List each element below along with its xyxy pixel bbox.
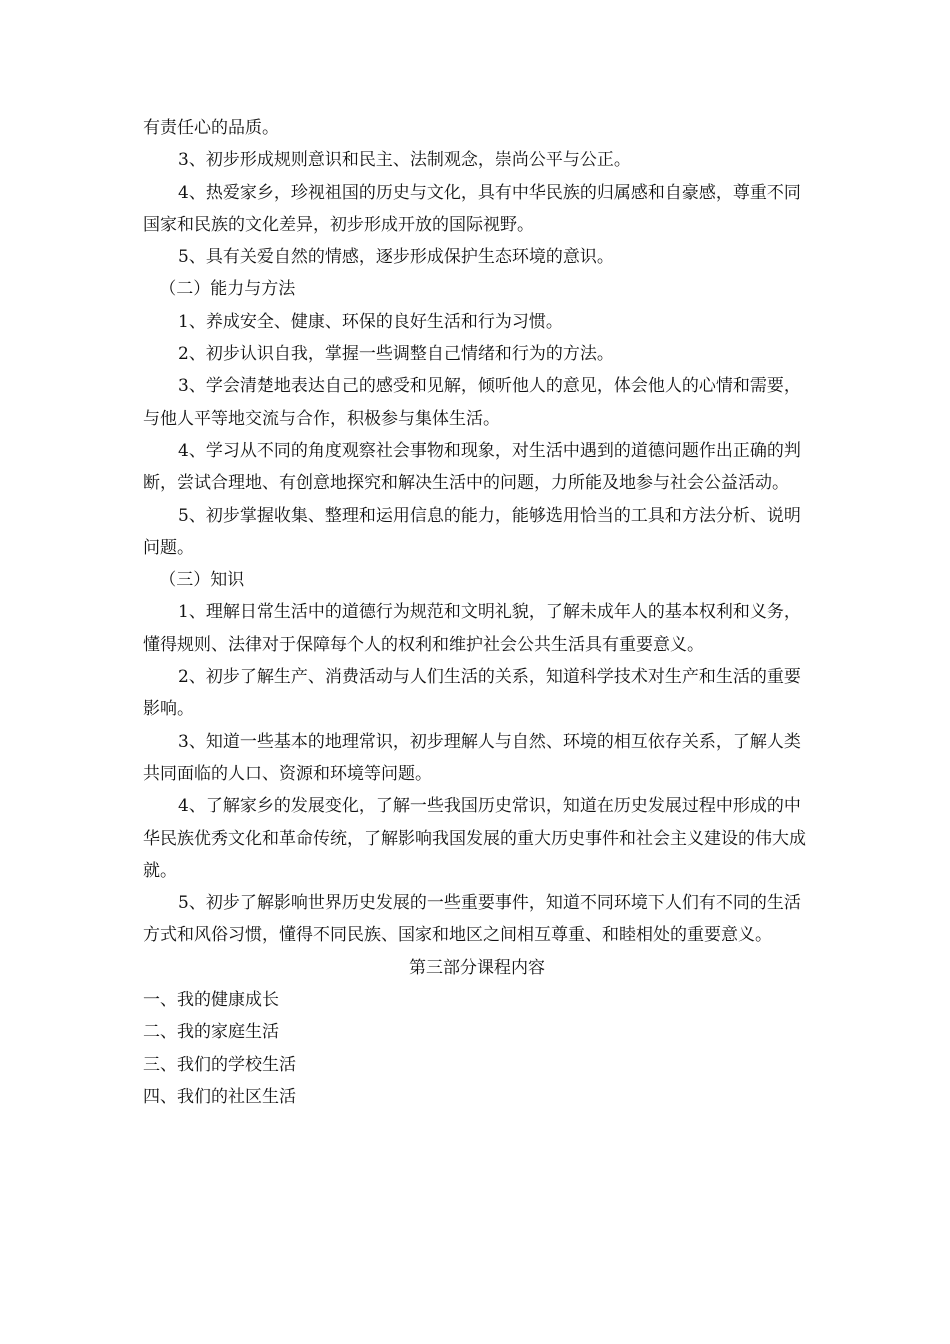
paragraph-ability-5: 5、初步掌握收集、整理和运用信息的能力，能够选用恰当的工具和方法分析、说明问题。 — [143, 505, 801, 558]
paragraph-knowledge-5: 5、初步了解影响世界历史发展的一些重要事件，知道不同环境下人们有不同的生活方式和风俗习惯，懂得不同民族、国家和地区之间相互尊重、和睦相处的重要意义。 — [143, 893, 801, 946]
paragraph-ability-3: 3、学会清楚地表达自己的感受和见解，倾听他人的意见，体会他人的心情和需要，与他人平等地交流与合作，积极参与集体生活。 — [143, 376, 801, 429]
content-item-4: 四、我们的社区生活 — [143, 1086, 296, 1107]
paragraph-ability-1: 1、养成安全、健康、环保的良好生活和行为习惯。 — [178, 311, 563, 332]
paragraph-ability-2: 2、初步认识自我，掌握一些调整自己情绪和行为的方法。 — [178, 344, 614, 365]
subheading-ability-method: （二）能力与方法 — [159, 279, 296, 300]
paragraph-attitude-3: 3、初步形成规则意识和民主、法制观念，崇尚公平与公正。 — [178, 150, 631, 171]
paragraph-ability-4: 4、学习从不同的角度观察社会事物和现象，对生活中遇到的道德问题作出正确的判断，尝试合理地、有创意地探究和解决生活中的问题，力所能及地参与社会公益活动。 — [143, 440, 801, 494]
paragraph-knowledge-3: 3、知道一些基本的地理常识，初步理解人与自然、环境的相互依存关系，了解人类共同面临的人口、资源和环境等问题。 — [143, 731, 801, 784]
paragraph-attitude-4: 4、热爱家乡，珍视祖国的历史与文化，具有中华民族的归属感和自豪感，尊重不同国家和民族的文化差异，初步形成开放的国际视野。 — [143, 182, 801, 235]
paragraph-knowledge-1: 1、理解日常生活中的道德行为规范和文明礼貌，了解未成年人的基本权利和义务，懂得规则、法律对于保障每个人的权利和维护社会公共生活具有重要意义。 — [143, 602, 801, 655]
content-item-1: 一、我的健康成长 — [143, 990, 279, 1011]
content-item-3: 三、我们的学校生活 — [143, 1054, 296, 1075]
paragraph-attitude-5: 5、具有关爱自然的情感，逐步形成保护生态环境的意识。 — [178, 247, 614, 268]
content-item-2: 二、我的家庭生活 — [143, 1022, 279, 1043]
subheading-knowledge: （三）知识 — [159, 570, 245, 591]
document-page — [143, 112, 811, 1113]
section-title: 第三部分课程内容 — [409, 957, 545, 978]
paragraph-knowledge-2: 2、初步了解生产、消费活动与人们生活的关系，知道科学技术对生产和生活的重要影响。 — [143, 667, 801, 720]
paragraph-continuation: 有责任心的品质。 — [143, 118, 279, 138]
paragraph-knowledge-4: 4、了解家乡的发展变化，了解一些我国历史常识，知道在历史发展过程中形成的中华民族优秀文化和革命传统，了解影响我国发展的重大历史事件和社会主义建设的伟大成就。 — [143, 796, 806, 881]
